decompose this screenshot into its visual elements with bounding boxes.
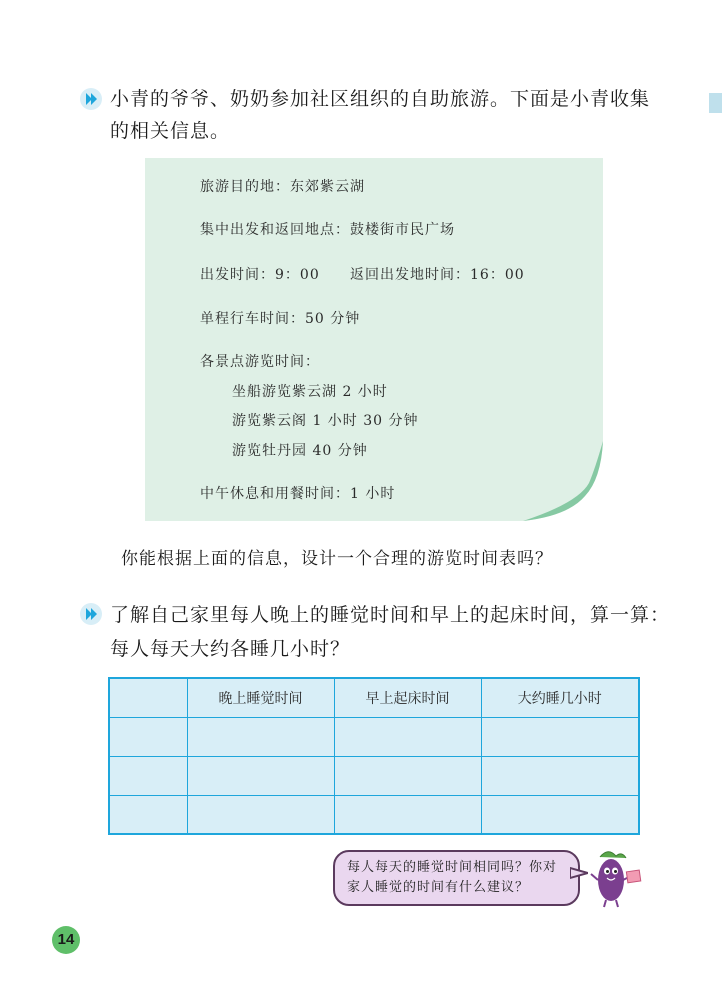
info-spot-pavilion: 游览紫云阁 1 小时 30 分钟 <box>232 413 419 429</box>
bubble-text-line1: 每人每天的睡觉时间相同吗？你对 <box>347 860 558 875</box>
table-row <box>109 756 639 795</box>
speech-bubble <box>333 850 580 906</box>
table-cell <box>481 756 639 795</box>
section2-text-line2: 每人每天大约各睡几小时？ <box>110 638 351 660</box>
itinerary-question: 你能根据上面的信息，设计一个合理的游览时间表吗？ <box>121 549 553 569</box>
table-header-cell <box>109 678 187 717</box>
info-spots-title: 各景点游览时间： <box>200 354 320 370</box>
eggplant-mascot-icon <box>586 847 644 909</box>
table-cell <box>187 795 334 834</box>
info-spot-boat: 坐船游览紫云湖 2 小时 <box>232 384 388 400</box>
table-row <box>109 795 639 834</box>
table-header-cell: 晚上睡觉时间 <box>187 678 334 717</box>
info-depart-time: 出发时间：9：00 <box>200 267 320 283</box>
table-header-cell: 大约睡几小时 <box>481 678 639 717</box>
info-spot-peony-garden: 游览牡丹园 40 分钟 <box>232 443 368 459</box>
table-cell <box>481 717 639 756</box>
table-cell <box>187 756 334 795</box>
info-drive-time: 单程行车时间：50 分钟 <box>200 311 361 327</box>
table-header-cell: 早上起床时间 <box>334 678 481 717</box>
play-arrow-icon <box>80 603 102 625</box>
table-cell <box>334 717 481 756</box>
play-arrow-icon <box>80 88 102 110</box>
table-cell <box>481 795 639 834</box>
table-cell <box>187 717 334 756</box>
info-return-time: 返回出发地时间：16：00 <box>350 267 525 283</box>
table-cell <box>109 717 187 756</box>
edge-tab-marker <box>709 93 722 113</box>
table-row <box>109 717 639 756</box>
section2-text-line1: 了解自己家里每人晚上的睡觉时间和早上的起床时间，算一算： <box>110 604 671 626</box>
page-curl-decoration <box>523 441 603 521</box>
info-lunch: 中午休息和用餐时间：1 小时 <box>200 486 396 502</box>
travel-info-card <box>145 158 603 521</box>
table-header-row <box>109 678 639 717</box>
table-cell <box>109 795 187 834</box>
table-cell <box>109 756 187 795</box>
section1-text-line1: 小青的爷爷、奶奶参加社区组织的自助旅游。下面是小青收集 <box>110 88 651 110</box>
bubble-text-line2: 家人睡觉的时间有什么建议？ <box>347 880 530 895</box>
section1-text-line2: 的相关信息。 <box>110 120 231 142</box>
info-meeting-place: 集中出发和返回地点：鼓楼街市民广场 <box>200 222 455 238</box>
info-destination: 旅游目的地：东郊紫云湖 <box>200 179 365 195</box>
sleep-time-table <box>108 677 640 835</box>
page-number-badge: 14 <box>52 926 80 954</box>
table-cell <box>334 795 481 834</box>
table-cell <box>334 756 481 795</box>
